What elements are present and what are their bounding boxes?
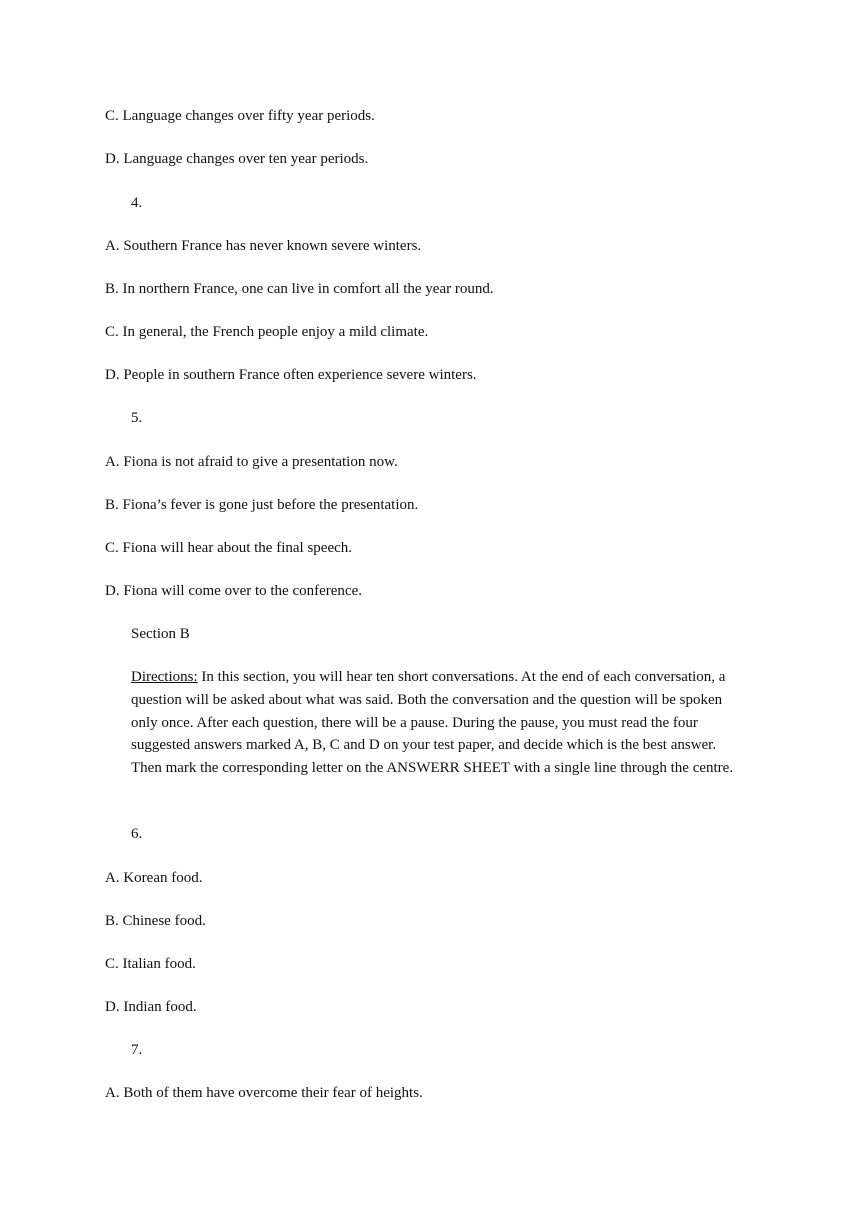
q6-option-b: B. Chinese food. [105,913,206,929]
q3-option-d: D. Language changes over ten year periods. [105,151,369,167]
directions-text: In this section, you will hear ten short conversations. At the end of each conversation, a question will be asked about what was said. Both the conversation and the question will be spoken only once. After each question, there will be a pause. During the pause, you must read the four suggested answers marked A, B, C and D on your test paper, and decide which is the best answer. Then mark the corresponding letter on the ANSWERR SHEET with a single line through the centre. [131,669,734,777]
q4-number: 4. [131,195,143,211]
q5-option-b: B. Fiona’s fever is gone just before the presentation. [105,497,419,513]
q5-option-a: A. Fiona is not afraid to give a presentation now. [105,454,398,470]
q6-option-a: A. Korean food. [105,870,203,886]
directions-label: Directions: [131,669,198,685]
q5-number: 5. [131,410,143,426]
q4-option-d: D. People in southern France often experience severe winters. [105,367,477,383]
section-directions [131,666,735,780]
q6-number: 6. [131,826,143,842]
q4-option-a: A. Southern France has never known severe winters. [105,238,422,254]
q5-option-c: C. Fiona will hear about the final speech. [105,540,353,556]
q6-option-c: C. Italian food. [105,956,196,972]
q5-option-d: D. Fiona will come over to the conference. [105,583,362,599]
q4-option-c: C. In general, the French people enjoy a mild climate. [105,324,429,340]
section-heading: Section B [131,626,190,642]
q7-number: 7. [131,1042,143,1058]
q3-option-c: C. Language changes over fifty year periods. [105,108,375,124]
q4-option-b: B. In northern France, one can live in comfort all the year round. [105,281,494,297]
q6-option-d: D. Indian food. [105,999,197,1015]
q7-option-a: A. Both of them have overcome their fear of heights. [105,1085,423,1101]
